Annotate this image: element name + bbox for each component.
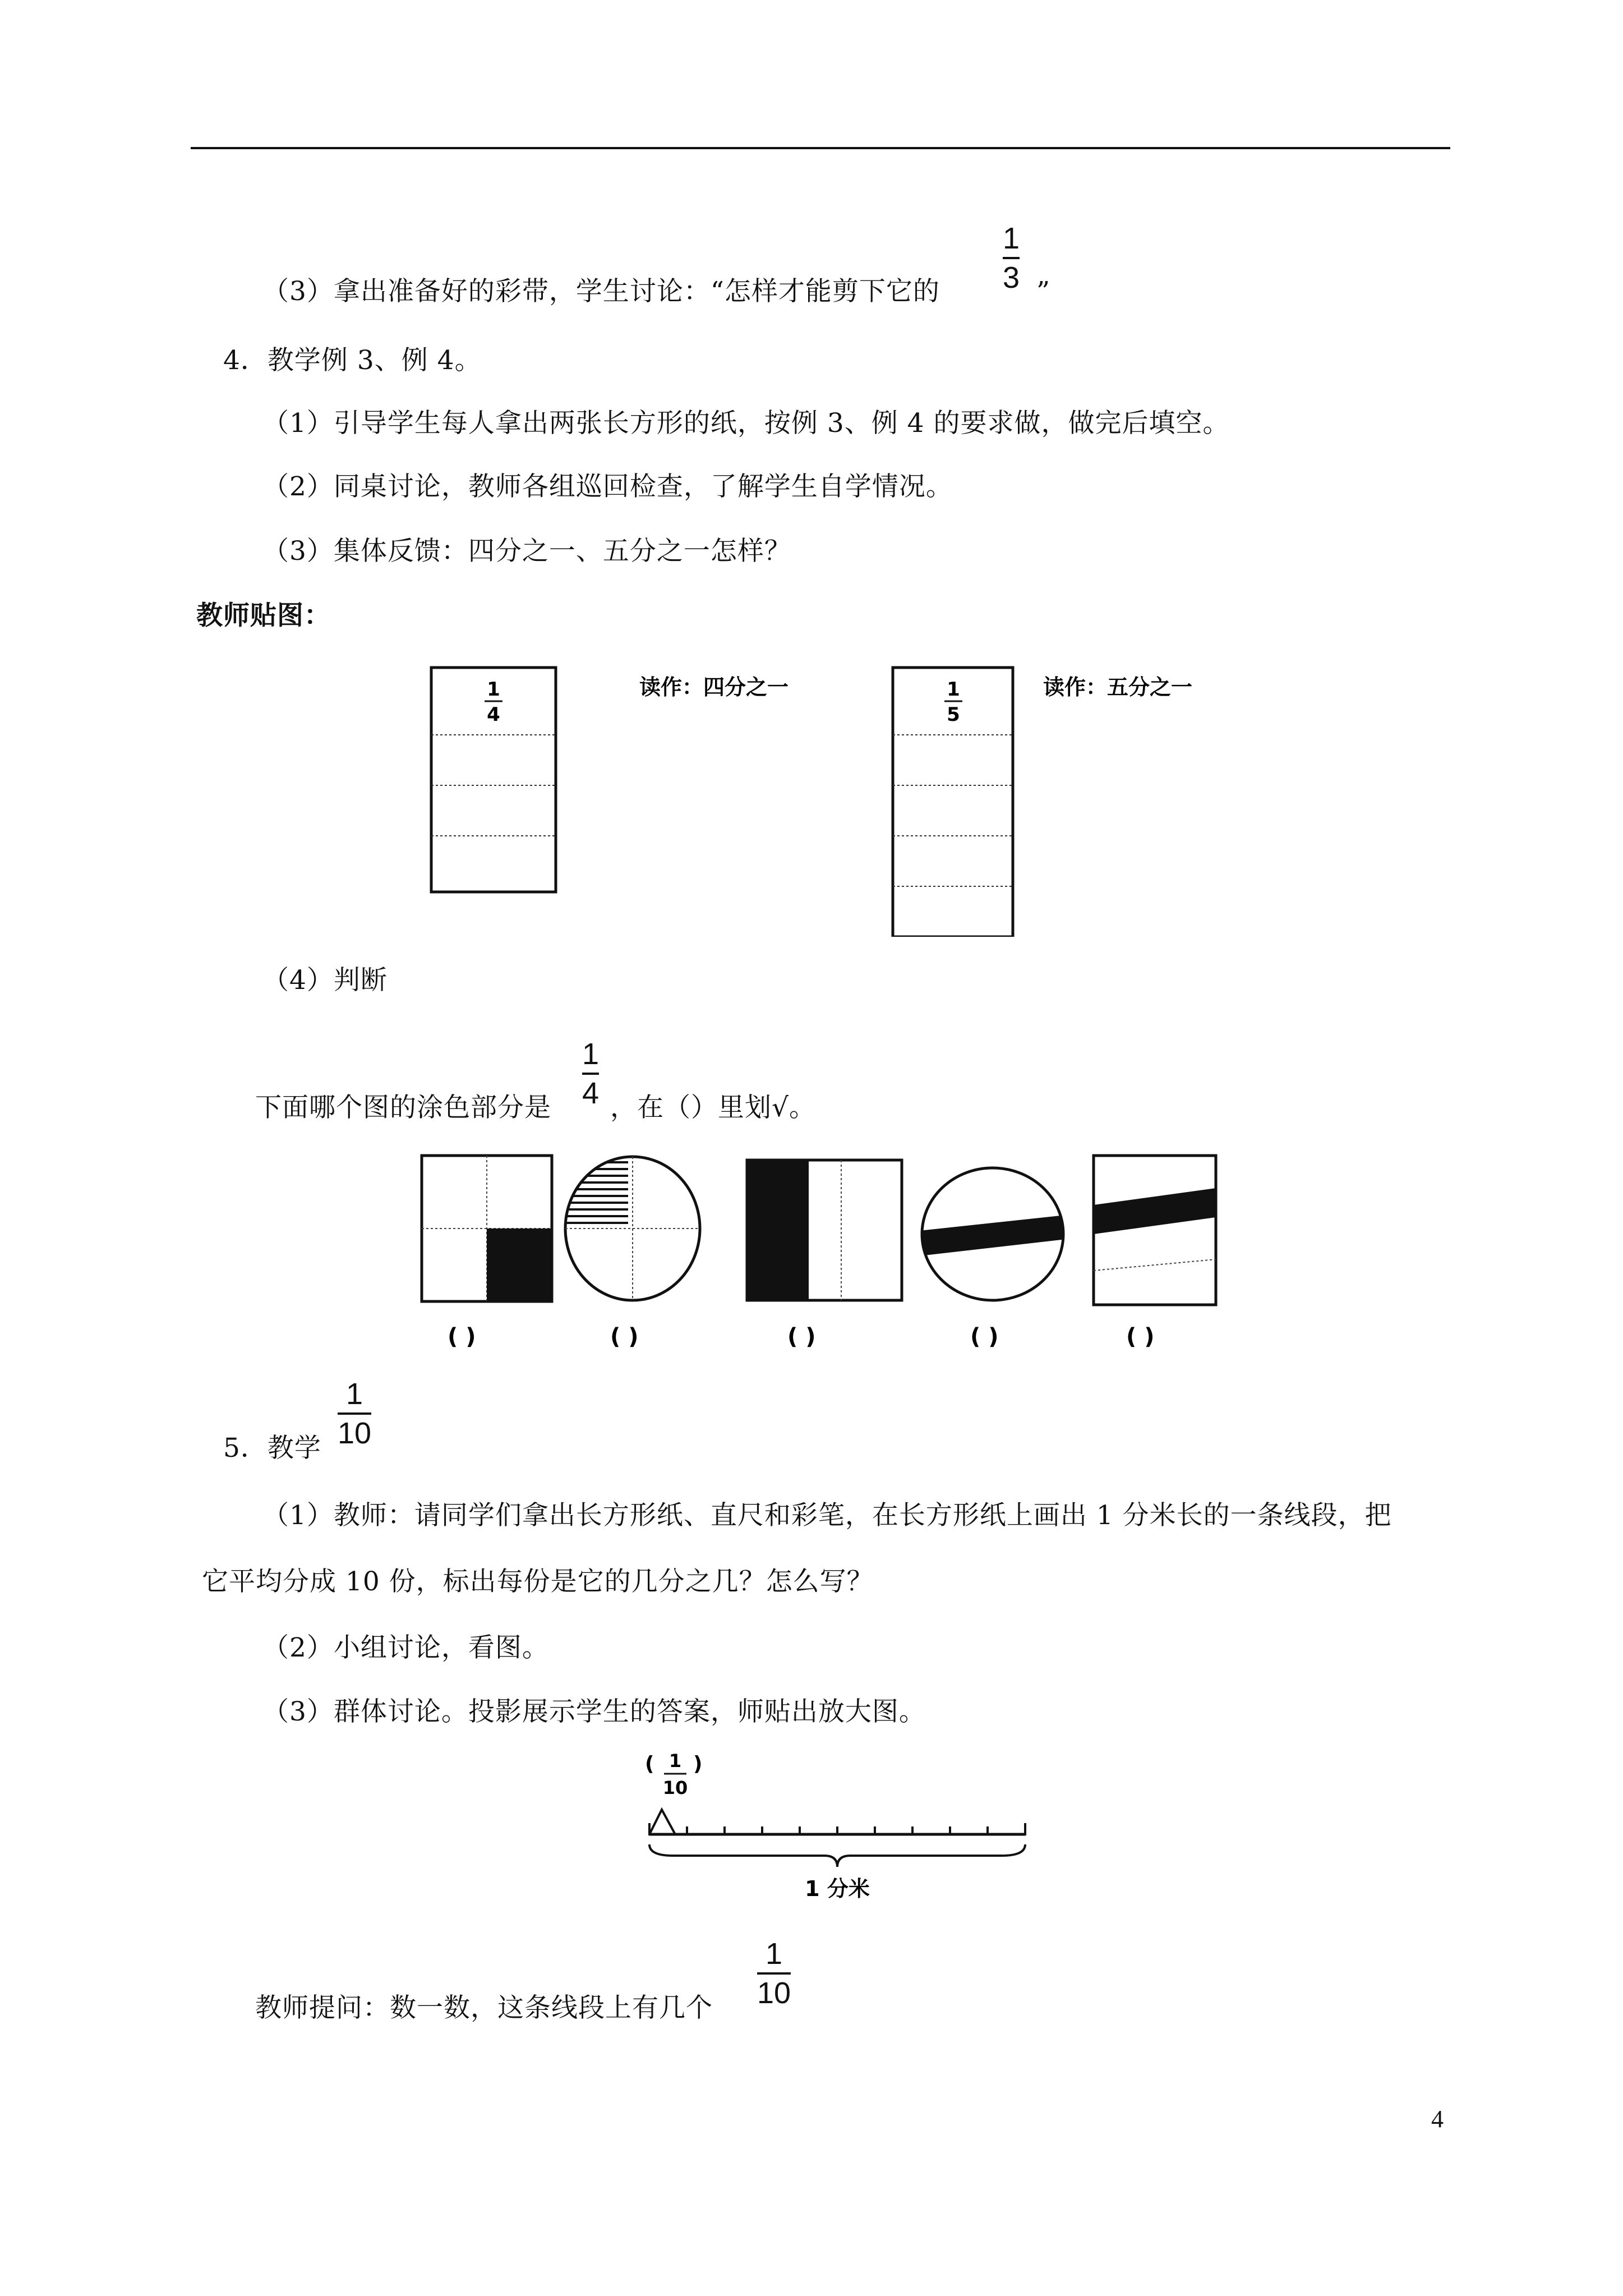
paragraph-4-4-judge: （4）判断 [262,965,388,996]
fraction-numerator: 1 [582,1037,600,1071]
shape-square-quarter [422,1156,552,1301]
fraction-one-third [1003,222,1020,294]
shape-rect-band [1094,1156,1216,1305]
fraction-rectangles-figure [426,656,1211,937]
rect2-numerator: 1 [947,678,960,701]
rect1-denominator: 4 [487,703,500,726]
teacher-question: 教师提问：数一数，这条线段上有几个 [255,1993,713,2023]
rect2-denominator: 5 [947,703,960,726]
segment-fraction-numerator: 1 [668,1750,682,1772]
question-text: 下面哪个图的涂色部分是 [255,1092,551,1123]
answer-paren-2[interactable]: ( ) [610,1324,639,1350]
fraction-one-tenth-heading [338,1378,371,1450]
paragraph-5-2: （2）小组讨论，看图。 [262,1632,549,1663]
rect1-numerator: 1 [487,678,500,701]
fraction-one-tenth-question [757,1938,791,2009]
paragraph-4-1: （1）引导学生每人拿出两张长方形的纸，按例 3、例 4 的要求做，做完后填空。 [262,408,1230,439]
shaded-shapes-figure [415,1144,1234,1352]
closing-quote: ” [1036,276,1051,307]
header-rule [191,147,1450,149]
rect-one-fifth [893,668,1013,937]
rect-one-fourth [431,668,556,892]
fraction-numerator: 1 [346,1377,363,1411]
fraction-denominator: 10 [757,1976,791,2010]
decimeter-segment-figure [639,1745,1043,1913]
page-number: 4 [1431,2105,1444,2133]
reading-one-fourth: 读作：四分之一 [639,675,789,700]
fraction-one-fourth [582,1038,599,1110]
reading-one-fifth: 读作：五分之一 [1043,675,1193,700]
paragraph-4-3: （3）集体反馈：四分之一、五分之一怎样？ [262,536,791,567]
paragraph-3-ribbon: （3）拿出准备好的彩带，学生讨论：“怎样才能剪下它的 [262,276,940,307]
shape-rect-thirds [747,1160,902,1300]
fraction-numerator: 1 [766,1937,783,1971]
teacher-poster-label: 教师贴图： [196,600,331,631]
paragraph-5-1: （1）教师：请同学们拿出长方形纸、直尺和彩笔，在长方形纸上画出 1 分米长的一条线段，把 [262,1500,1392,1531]
paren-open: ( [645,1752,654,1775]
paragraph-4-2: （2）同桌讨论，教师各组巡回检查，了解学生自学情况。 [262,471,953,502]
answer-paren-5[interactable]: ( ) [1126,1324,1155,1350]
section-4-heading: 4．教学例 3、例 4。 [223,345,482,376]
section-5-heading: 5．教学 [223,1433,321,1464]
paragraph-5-1-cont: 它平均分成 10 份，标出每份是它的几分之几？怎么写？ [202,1566,874,1597]
fraction-denominator: 10 [338,1416,372,1450]
fraction-numerator: 1 [1003,222,1020,255]
answer-paren-4[interactable]: ( ) [970,1324,999,1350]
shape-circle-hatched [561,1157,700,1300]
shape-ellipse-band [914,1168,1071,1300]
answer-paren-1[interactable]: ( ) [448,1324,476,1350]
question-text-end: ，在（）里划√。 [610,1092,816,1123]
paragraph-5-3: （3）群体讨论。投影展示学生的答案，师贴出放大图。 [262,1696,926,1727]
segment-length-label: 1 分米 [805,1876,870,1901]
answer-paren-3[interactable]: ( ) [787,1324,816,1350]
fraction-denominator: 4 [582,1076,600,1110]
paren-close: ) [693,1752,703,1775]
fraction-denominator: 3 [1003,261,1020,295]
segment-fraction-denominator: 10 [662,1777,688,1798]
